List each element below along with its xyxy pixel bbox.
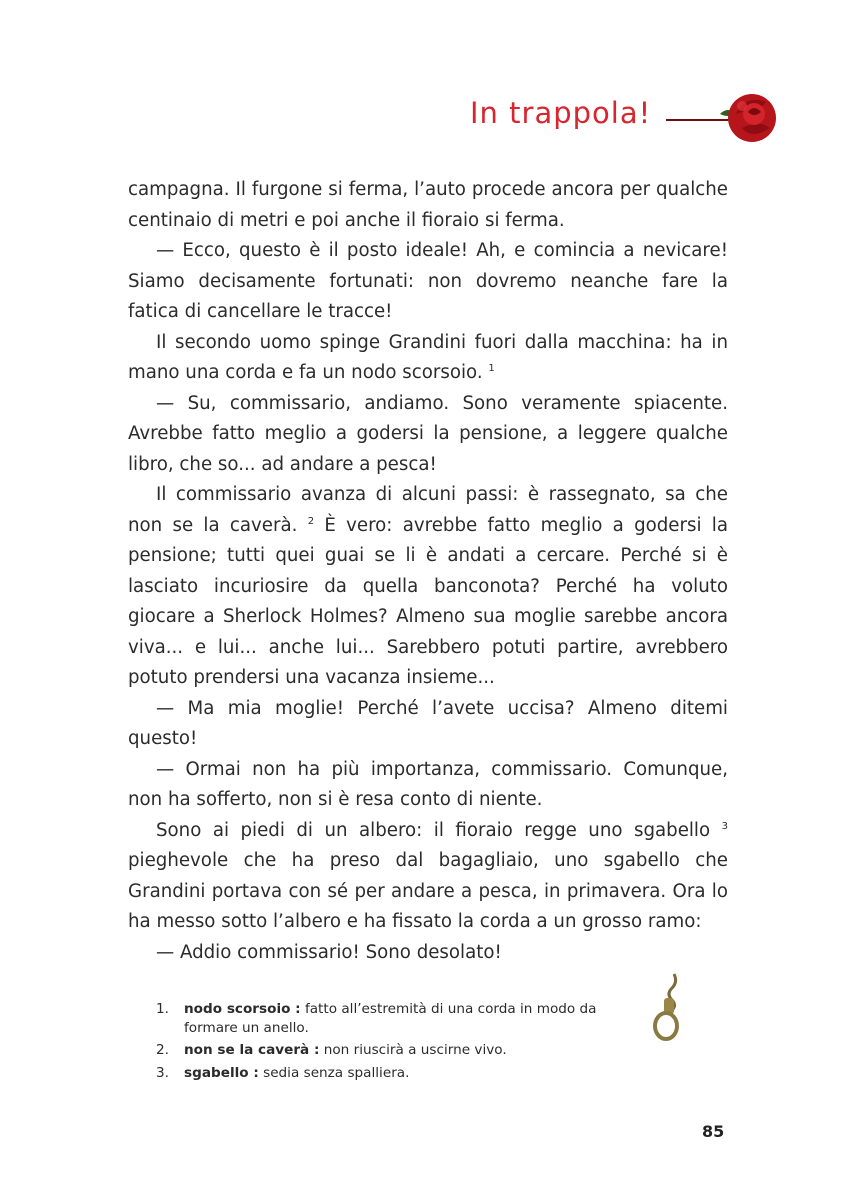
paragraph-text: È vero: avrebbe fatto meglio a godersi la pensione; tutti quei guai se li è andati a cercare. Perché si è lasciato incuriosire da quella banconota? Perché ha voluto giocare a Sherlock Holmes? Almeno sua moglie sarebbe ancora viva... e lui... anche lui... Sarebbero potuti partire, avrebbero potuto prendersi una vacanza insieme... bbox=[128, 514, 728, 688]
paragraph: — Ormai non ha più importanza, commissario. Comunque, non ha sofferto, non si è resa conto di niente. bbox=[128, 758, 728, 810]
chapter-title: In trappola! bbox=[470, 96, 652, 130]
paragraph bbox=[128, 328, 728, 389]
paragraph: — Addio commissario! Sono desolato! bbox=[156, 941, 502, 963]
footnote-definition: non riuscirà a uscirne vivo. bbox=[323, 1042, 507, 1058]
body-text bbox=[128, 175, 728, 968]
footnote-number: 3. bbox=[156, 1064, 169, 1081]
paragraph bbox=[128, 816, 728, 938]
footnote-item bbox=[156, 1064, 646, 1083]
footnote-term: nodo scorsoio : bbox=[184, 1001, 301, 1017]
paragraph: campagna. Il furgone si ferma, l’auto procede ancora per qualche centinaio di metri e poi anche il fioraio si ferma. bbox=[128, 179, 728, 231]
footnote-term: non se la caverà : bbox=[184, 1042, 320, 1058]
paragraph: — Su, commissario, andiamo. Sono veramente spiacente. Avrebbe fatto meglio a godersi la pensione, a leggere qualche libro, che so... ad andare a pesca! bbox=[128, 392, 728, 475]
paragraph: — Ma mia moglie! Perché l’avete uccisa? Almeno ditemi questo! bbox=[128, 697, 728, 749]
footnote-ref-1: 1 bbox=[488, 362, 495, 374]
footnote-item bbox=[156, 1041, 646, 1060]
paragraph-text: Il commissario avanza di alcuni passi: è rassegnato, sa che non se la caverà. bbox=[128, 484, 728, 536]
footnote-term: sgabello : bbox=[184, 1064, 259, 1081]
footnotes bbox=[156, 1000, 646, 1086]
footnote-definition: fatto all’estremità di una corda in modo da formare un anello. bbox=[184, 1001, 597, 1036]
paragraph-text: Sono ai piedi di un albero: il fioraio regge uno sgabello bbox=[156, 819, 711, 841]
rose-icon bbox=[662, 84, 782, 156]
footnote-item bbox=[156, 1000, 646, 1037]
footnote-number: 1. bbox=[156, 1001, 169, 1017]
noose-icon bbox=[648, 972, 686, 1042]
page-number: 85 bbox=[702, 1122, 725, 1141]
footnote-ref-2: 2 bbox=[307, 515, 315, 527]
footnote-number: 2. bbox=[156, 1042, 169, 1058]
paragraph bbox=[128, 480, 728, 694]
paragraph-text: Il secondo uomo spinge Grandini fuori dalla macchina: ha in mano una corda e fa un nodo scorsoio. bbox=[128, 331, 728, 383]
paragraph-text: pieghevole che ha preso dal bagagliaio, uno sgabello che Grandini portava con sé per andare a pesca, in primavera. Ora lo ha messo sotto l’albero e ha fissato la corda a un grosso ramo: bbox=[128, 850, 728, 932]
footnote-ref-3: 3 bbox=[721, 820, 728, 832]
paragraph: — Ecco, questo è il posto ideale! Ah, e comincia a nevicare! Siamo decisamente fortunati: non dovremo neanche fare la fatica di cancellare le tracce! bbox=[128, 240, 728, 322]
footnote-definition: sedia senza spalliera. bbox=[263, 1064, 410, 1081]
